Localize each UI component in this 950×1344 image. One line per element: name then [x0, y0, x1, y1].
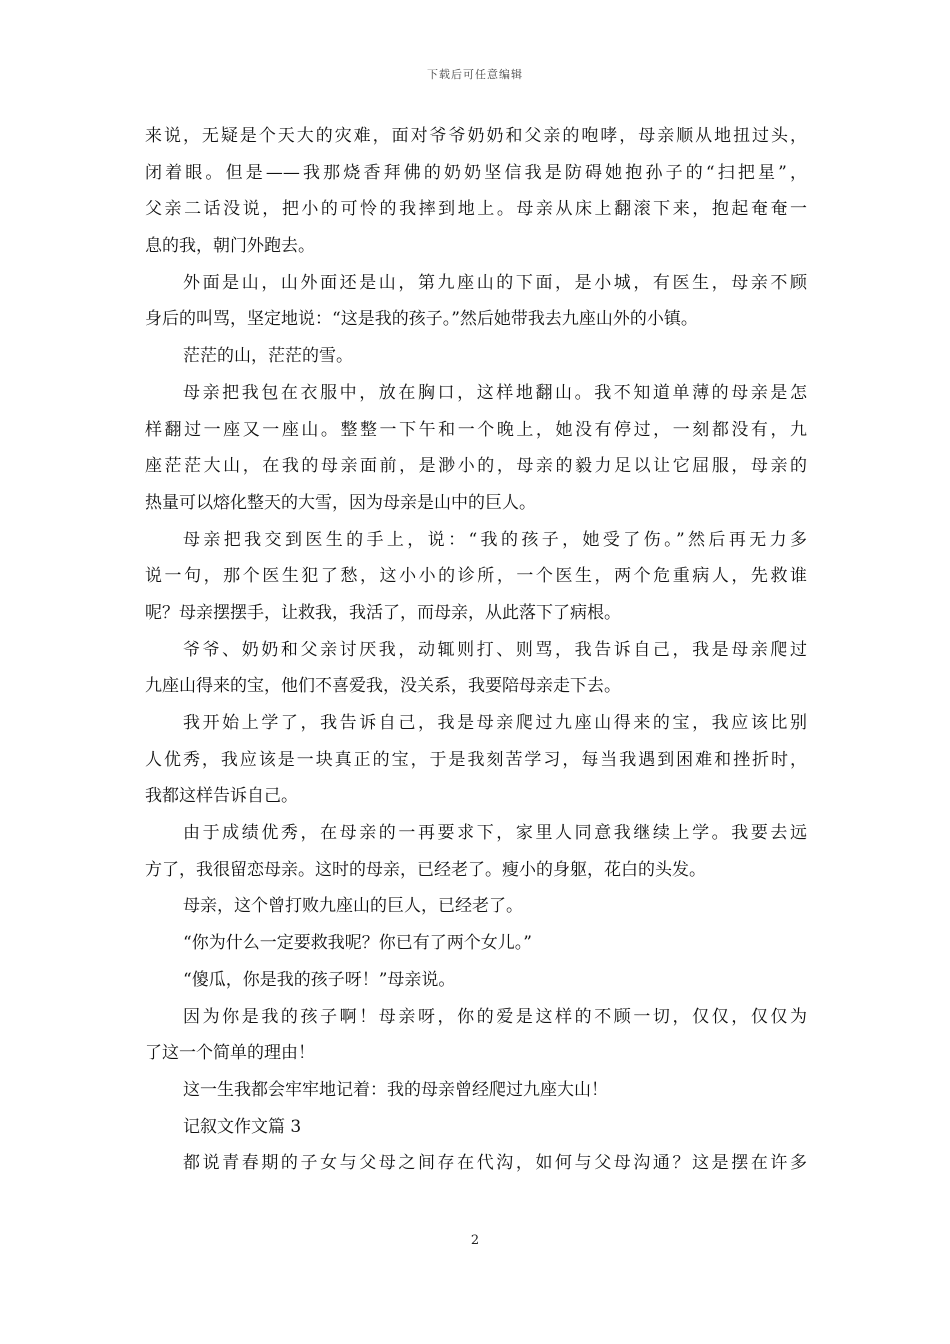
text-line: 说一句，那个医生犯了愁，这小小的诊所，一个医生，两个危重病人，先救谁: [145, 566, 807, 587]
text-line: “傻瓜，你是我的孩子呀！”母亲说。: [183, 969, 456, 990]
text-line: 爷爷、奶奶和父亲讨厌我，动辄则打、则骂，我告诉自己，我是母亲爬过: [183, 639, 807, 660]
text-line: 外面是山，山外面还是山，第九座山的下面，是小城，有医生，母亲不顾: [183, 272, 807, 293]
text-line: 我开始上学了，我告诉自己，我是母亲爬过九座山得来的宝，我应该比别: [183, 713, 807, 733]
page-header: 下载后可任意编辑: [427, 68, 523, 81]
text-line: 热量可以熔化整天的大雪，因为母亲是山中的巨人。: [145, 492, 536, 513]
text-line: 了这一个简单的理由！: [145, 1043, 315, 1064]
text-line: 来说，无疑是个天大的灾难，面对爷爷奶奶和父亲的咆哮，母亲顺从地扭过头，: [145, 126, 807, 146]
text-line: 身后的叫骂，坚定地说：“这是我的孩子。”然后她带我去九座山外的小镇。: [145, 309, 698, 330]
text-line: 母亲，这个曾打败九座山的巨人，已经老了。: [183, 896, 523, 917]
text-line: 九座山得来的宝，他们不喜爱我，没关系，我要陪母亲走下去。: [145, 676, 621, 697]
text-line: 都说青春期的子女与父母之间存在代沟，如何与父母沟通？这是摆在许多: [183, 1153, 807, 1174]
text-line: 因为你是我的孩子啊！母亲呀，你的爱是这样的不顾一切，仅仅，仅仅为: [183, 1006, 807, 1027]
text-line: 息的我，朝门外跑去。: [145, 236, 315, 257]
text-line: 母亲把我包在衣服中，放在胸口，这样地翻山。我不知道单薄的母亲是怎: [183, 382, 807, 403]
text-line: 座茫茫大山，在我的母亲面前，是渺小的，母亲的毅力足以让它屈服，母亲的: [145, 456, 807, 477]
text-line: 呢？母亲摆摆手，让救我，我活了，而母亲，从此落下了病根。: [145, 602, 621, 623]
text-line: 样翻过一座又一座山。整整一下午和一个晚上，她没有停过，一刻都没有，九: [145, 419, 807, 440]
text-line: 父亲二话没说，把小的可怜的我摔到地上。母亲从床上翻滚下来，抱起奄奄一: [145, 199, 807, 220]
text-line: 闭着眼。但是——我那烧香拜佛的奶奶坚信我是防碍她抱孙子的“扫把星”，: [145, 162, 807, 183]
text-line: “你为什么一定要救我呢？你已有了两个女儿。”: [183, 933, 532, 954]
text-line: 茫茫的山，茫茫的雪。: [183, 346, 353, 367]
document-body: [145, 118, 807, 1182]
text-line: 记叙文作文篇 3: [183, 1116, 302, 1137]
text-line: 由于成绩优秀，在母亲的一再要求下，家里人同意我继续上学。我要去远: [183, 823, 807, 844]
text-line: 我都这样告诉自己。: [145, 786, 298, 807]
text-line: 这一生我都会牢牢地记着：我的母亲曾经爬过九座大山！: [183, 1079, 608, 1100]
page-number: 2: [470, 1233, 480, 1248]
text-line: 母亲把我交到医生的手上，说：“我的孩子，她受了伤。”然后再无力多: [183, 529, 807, 550]
text-line: 人优秀，我应该是一块真正的宝，于是我刻苦学习，每当我遇到困难和挫折时，: [145, 749, 807, 770]
text-line: 方了，我很留恋母亲。这时的母亲，已经老了。瘦小的身躯，花白的头发。: [145, 859, 706, 880]
